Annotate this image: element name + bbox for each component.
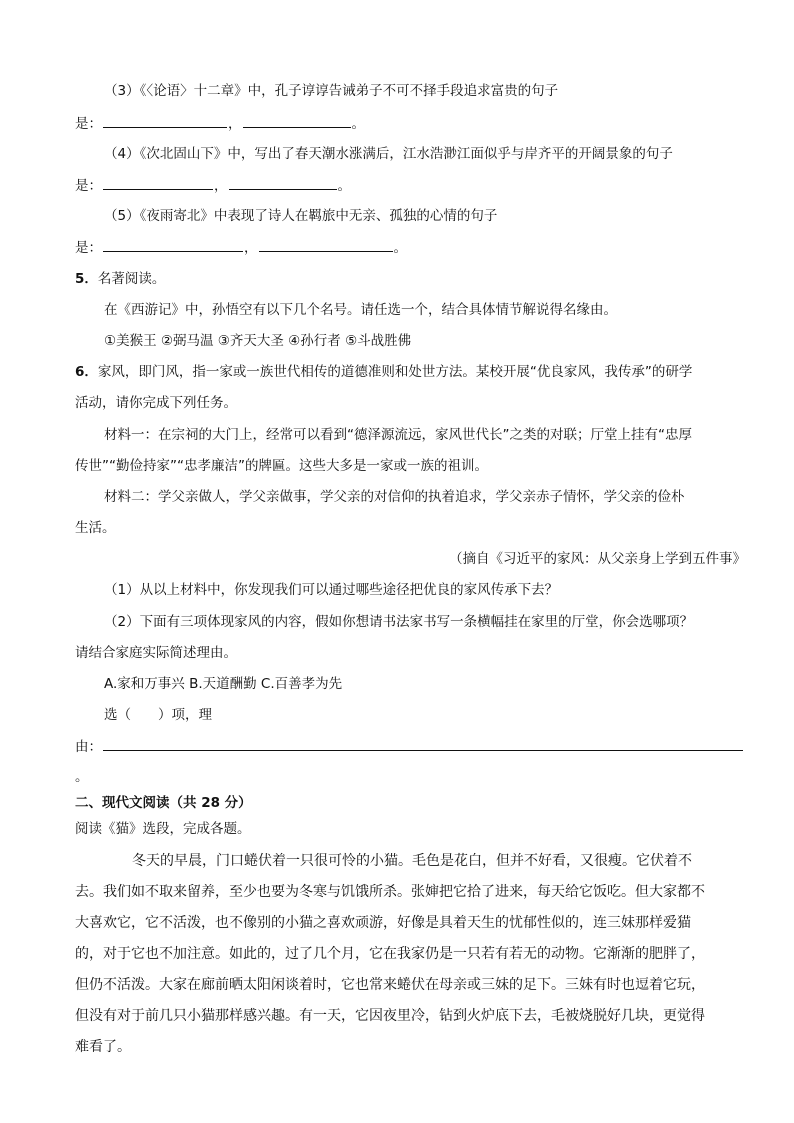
q4-item3-prompt: （3）《〈论语〉十二章》中，孔子谆谆告诫弟子不可不择手段追求富贵的句子 [104, 83, 559, 99]
section2-heading: 二、现代文阅读（共 28 分） [75, 795, 252, 811]
comma: ， [244, 240, 258, 256]
q6-material2-line-1: 材料二：学父亲做人，学父亲做事，学父亲的对信仰的执着追求，学父亲赤子情怀，学父亲的俭朴 [104, 489, 685, 505]
passage-line: 但没有对于前几只小猫那样感兴趣。有一天，它因夜里冷，钻到火炉底下去，毛被烧脱好几块，更觉得 [75, 1008, 705, 1024]
comma: ， [228, 116, 242, 132]
q6-intro-text-1: 家风，即门风，指一家或一族世代相传的道德准则和处世方法。某校开展“优良家风，我传承”的研学 [97, 364, 693, 380]
q5-prompt: 在《西游记》中，孙悟空有以下几个名号。请任选一个，结合具体情节解说得名缘由。 [104, 302, 617, 318]
q6-sub2-line-2: 请结合家庭实际简述理由。 [75, 645, 237, 661]
q4-item3-blank-1[interactable] [103, 112, 227, 128]
q6-reason-line [75, 735, 744, 758]
q5-options: ①美猴王 ②弼马温 ③齐天大圣 ④孙行者 ⑤斗战胜佛 [104, 333, 412, 349]
q4-item3-blank-2[interactable] [243, 112, 351, 128]
passage-line: 但仍不活泼。大家在廊前晒太阳闲谈着时，它也常来蜷伏在母亲或三妹的足下。三妹有时也逗着它玩， [75, 977, 705, 993]
answer-prefix: 是： [75, 116, 102, 132]
answer-prefix: 是： [75, 178, 102, 194]
q6-intro-line-2: 活动，请你完成下列任务。 [75, 395, 237, 411]
passage-line: 大喜欢它，它不活泼，也不像别的小猫之喜欢顽游，好像是具着天生的忧郁性似的，连三妹那样爱猫 [75, 915, 691, 931]
passage-line: 的，对于它也不加注意。如此的，过了几个月，它在我家仍是一只若有若无的动物。它渐渐的肥胖了， [75, 946, 705, 962]
q5-number: 5． [75, 271, 98, 287]
passage-line: 难看了。 [75, 1039, 131, 1055]
q6-intro-line-1 [75, 361, 692, 383]
q6-material2-line-2: 生活。 [75, 520, 116, 536]
q4-item4-answer-line [75, 174, 351, 197]
q4-item5-blank-2[interactable] [259, 236, 393, 252]
q6-material1-line-1: 材料一：在宗祠的大门上，经常可以看到“德泽源流远，家风世代长”之类的对联；厅堂上挂有“忠厚 [104, 427, 692, 443]
q4-item4-blank-2[interactable] [229, 174, 337, 190]
q4-item5-answer-line [75, 236, 407, 259]
q6-source: （摘自《习近平的家风：从父亲身上学到五件事》 [449, 551, 746, 567]
answer-prefix: 是： [75, 240, 102, 256]
q6-reason-blank[interactable] [103, 735, 743, 751]
q4-item4-prompt: （4）《次北固山下》中，写出了春天潮水涨满后，江水浩渺江面似乎与岸齐平的开阔景象的句子 [104, 146, 673, 162]
q4-item4-blank-1[interactable] [103, 174, 213, 190]
comma: ， [214, 178, 228, 194]
period: 。 [393, 240, 407, 256]
period: 。 [351, 116, 365, 132]
q4-item3-answer-line [75, 112, 365, 135]
q5-heading: 名著阅读。 [97, 271, 166, 287]
q6-select-line: 选（ ）项，理 [104, 707, 212, 723]
q6-reason-label: 由： [75, 739, 102, 755]
section2-instruction: 阅读《猫》选段，完成各题。 [75, 821, 251, 837]
q6-material1-line-2: 传世”“勤俭持家”“忠孝廉洁”的牌匾。这些大多是一家或一族的祖训。 [75, 458, 488, 474]
q6-choices: A.家和万事兴 B.天道酬勤 C.百善孝为先 [104, 676, 343, 692]
q6-end-mark: 。 [75, 769, 89, 785]
period: 。 [337, 178, 351, 194]
q4-item5-prompt: （5）《夜雨寄北》中表现了诗人在羁旅中无亲、孤独的心情的句子 [104, 208, 498, 224]
passage-line: 去。我们如不取来留养，至少也要为冬寒与饥饿所杀。张婶把它拾了进来，每天给它饭吃。但大家都不 [75, 884, 705, 900]
passage-line: 冬天的早晨，门口蜷伏着一只很可怜的小猫。毛色是花白，但并不好看，又很瘦。它伏着不 [132, 853, 692, 869]
q6-number: 6． [75, 364, 98, 380]
q5-heading-line [75, 268, 165, 290]
q4-item5-blank-1[interactable] [103, 236, 243, 252]
q6-sub2-line-1: （2）下面有三项体现家风的内容，假如你想请书法家书写一条横幅挂在家里的厅堂，你会选哪项？ [104, 614, 694, 630]
q6-sub1: （1）从以上材料中，你发现我们可以通过哪些途径把优良的家风传承下去？ [104, 582, 559, 598]
